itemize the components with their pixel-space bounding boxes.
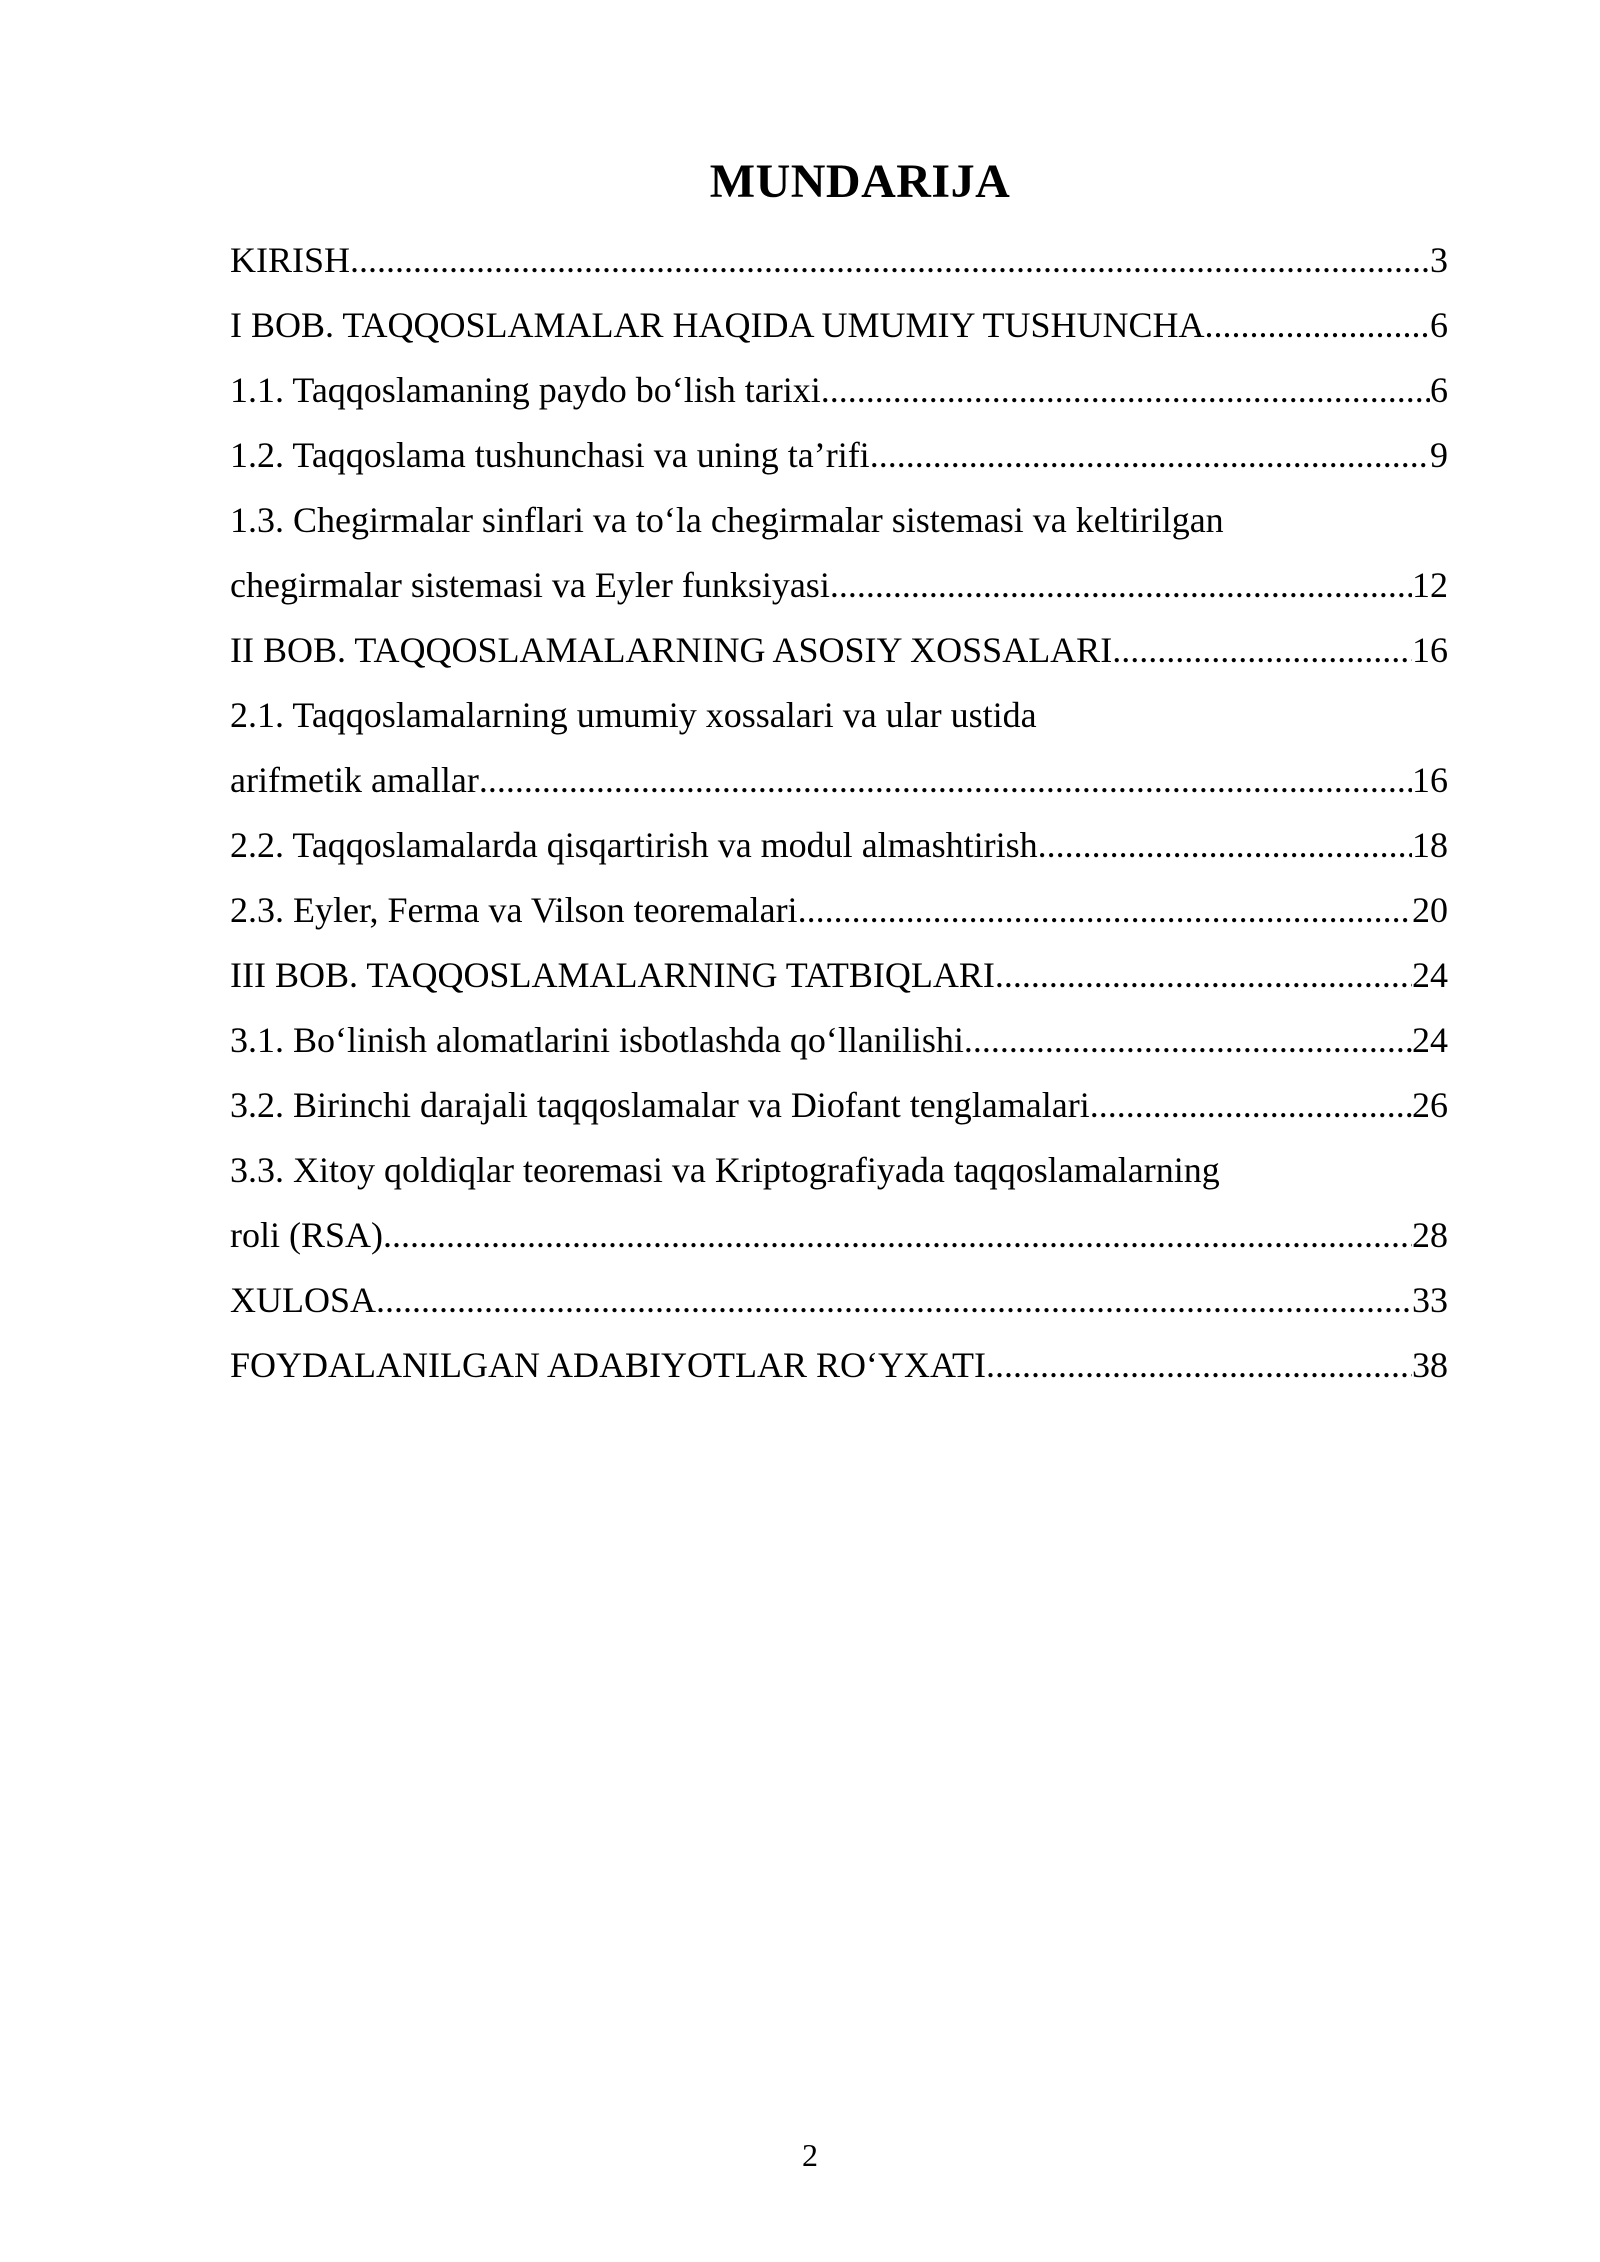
page-number: 2 [802,2137,818,2173]
toc-line [230,813,1448,878]
toc-entry-title: 3.3. Xitoy qoldiqlar teoremasi va Kriptografiyada taqqoslamalarning [230,1150,1220,1190]
toc-entry[interactable] [230,293,1448,358]
toc-entry-title: 1.2. Taqqoslama tushunchasi va uning ta’rifi [230,435,870,475]
toc-leader-dots [986,1333,1412,1398]
toc-entry[interactable] [230,813,1448,878]
toc-page-number: 18 [1412,825,1448,865]
toc-page-number: 16 [1412,630,1448,670]
toc-line [230,358,1448,423]
toc-entry-title: 2.3. Eyler, Ferma va Vilson teoremalari [230,890,798,930]
toc-leader-dots [376,1268,1412,1333]
toc-entry[interactable] [230,358,1448,423]
toc-leader-dots [964,1008,1412,1073]
toc-page-number: 20 [1412,890,1448,930]
toc-page-number: 9 [1430,435,1448,475]
toc-page-number: 24 [1412,955,1448,995]
toc-entry-title: FOYDALANILGAN ADABIYOTLAR RO‘YXATI [230,1345,986,1385]
toc-page-number: 6 [1430,305,1448,345]
toc-entry[interactable] [230,683,1448,813]
toc-entry[interactable] [230,488,1448,618]
toc-line [230,1203,1448,1268]
toc-page-number: 28 [1412,1215,1448,1255]
toc-line [230,1138,1448,1203]
toc-line [230,228,1448,293]
toc-entry-title: 3.1. Bo‘linish alomatlarini isbotlashda qo‘llanilishi [230,1020,964,1060]
toc-entry-title: XULOSA [230,1280,377,1320]
toc-line [230,878,1448,943]
toc-entry-title: roli (RSA) [230,1215,383,1255]
toc-page-number: 12 [1412,565,1448,605]
toc-entry[interactable] [230,1073,1448,1138]
toc-entry-title: arifmetik amallar [230,760,479,800]
toc-leader-dots [1205,293,1431,358]
toc-entry[interactable] [230,423,1448,488]
toc-line [230,1268,1448,1333]
toc-leader-dots [995,943,1412,1008]
toc-entry-title: 2.1. Taqqoslamalarning umumiy xossalari va ular ustida [230,695,1037,735]
toc-page-number: 6 [1430,370,1448,410]
toc-entry-title: chegirmalar sistemasi va Eyler funksiyasi [230,565,830,605]
toc-leader-dots [479,748,1412,813]
toc-leader-dots [798,878,1412,943]
toc-page-number: 33 [1412,1280,1448,1320]
toc-entry[interactable] [230,1138,1448,1268]
toc-entry-title: KIRISH [230,240,351,280]
toc-leader-dots [1112,618,1412,683]
toc-line [230,293,1448,358]
toc-entry-title: 3.2. Birinchi darajali taqqoslamalar va Diofant tenglamalari [230,1085,1090,1125]
toc-line [230,943,1448,1008]
toc-entry[interactable] [230,228,1448,293]
toc-entry-title: II BOB. TAQQOSLAMALARNING ASOSIY XOSSALARI [230,630,1113,670]
toc-entry-title: 1.3. Chegirmalar sinflari va to‘la chegirmalar sistemasi va keltirilgan [230,500,1224,540]
toc-line [230,683,1448,748]
toc-leader-dots [1090,1073,1412,1138]
toc-leader-dots [830,553,1412,618]
toc-line [230,1333,1448,1398]
toc-leader-dots [383,1203,1412,1268]
toc-entry-title: I BOB. TAQQOSLAMALAR HAQIDA UMUMIY TUSHUNCHA [230,305,1205,345]
toc-leader-dots [821,358,1430,423]
toc-entry[interactable] [230,878,1448,943]
toc-leader-dots [1038,813,1412,878]
toc-entry[interactable] [230,943,1448,1008]
toc-page-number: 24 [1412,1020,1448,1060]
toc-page-number: 38 [1412,1345,1448,1385]
toc-line [230,423,1448,488]
toc-line [230,748,1448,813]
toc-line [230,618,1448,683]
toc-entry-title: III BOB. TAQQOSLAMALARNING TATBIQLARI [230,955,995,995]
toc-line [230,1008,1448,1073]
toc-line [230,488,1448,553]
toc-page-number: 3 [1430,240,1448,280]
toc-entry[interactable] [230,1268,1448,1333]
table-of-contents [230,228,1448,1398]
toc-entry[interactable] [230,1008,1448,1073]
toc-page-number: 16 [1412,760,1448,800]
toc-line [230,1073,1448,1138]
toc-entry[interactable] [230,618,1448,683]
toc-entry-title: 2.2. Taqqoslamalarda qisqartirish va modul almashtirish [230,825,1038,865]
toc-entry-title: 1.1. Taqqoslamaning paydo bo‘lish tarixi [230,370,821,410]
toc-leader-dots [870,423,1430,488]
toc-leader-dots [350,228,1430,293]
page-title: MUNDARIJA [709,155,1011,208]
toc-line [230,553,1448,618]
toc-page-number: 26 [1412,1085,1448,1125]
toc-entry[interactable] [230,1333,1448,1398]
